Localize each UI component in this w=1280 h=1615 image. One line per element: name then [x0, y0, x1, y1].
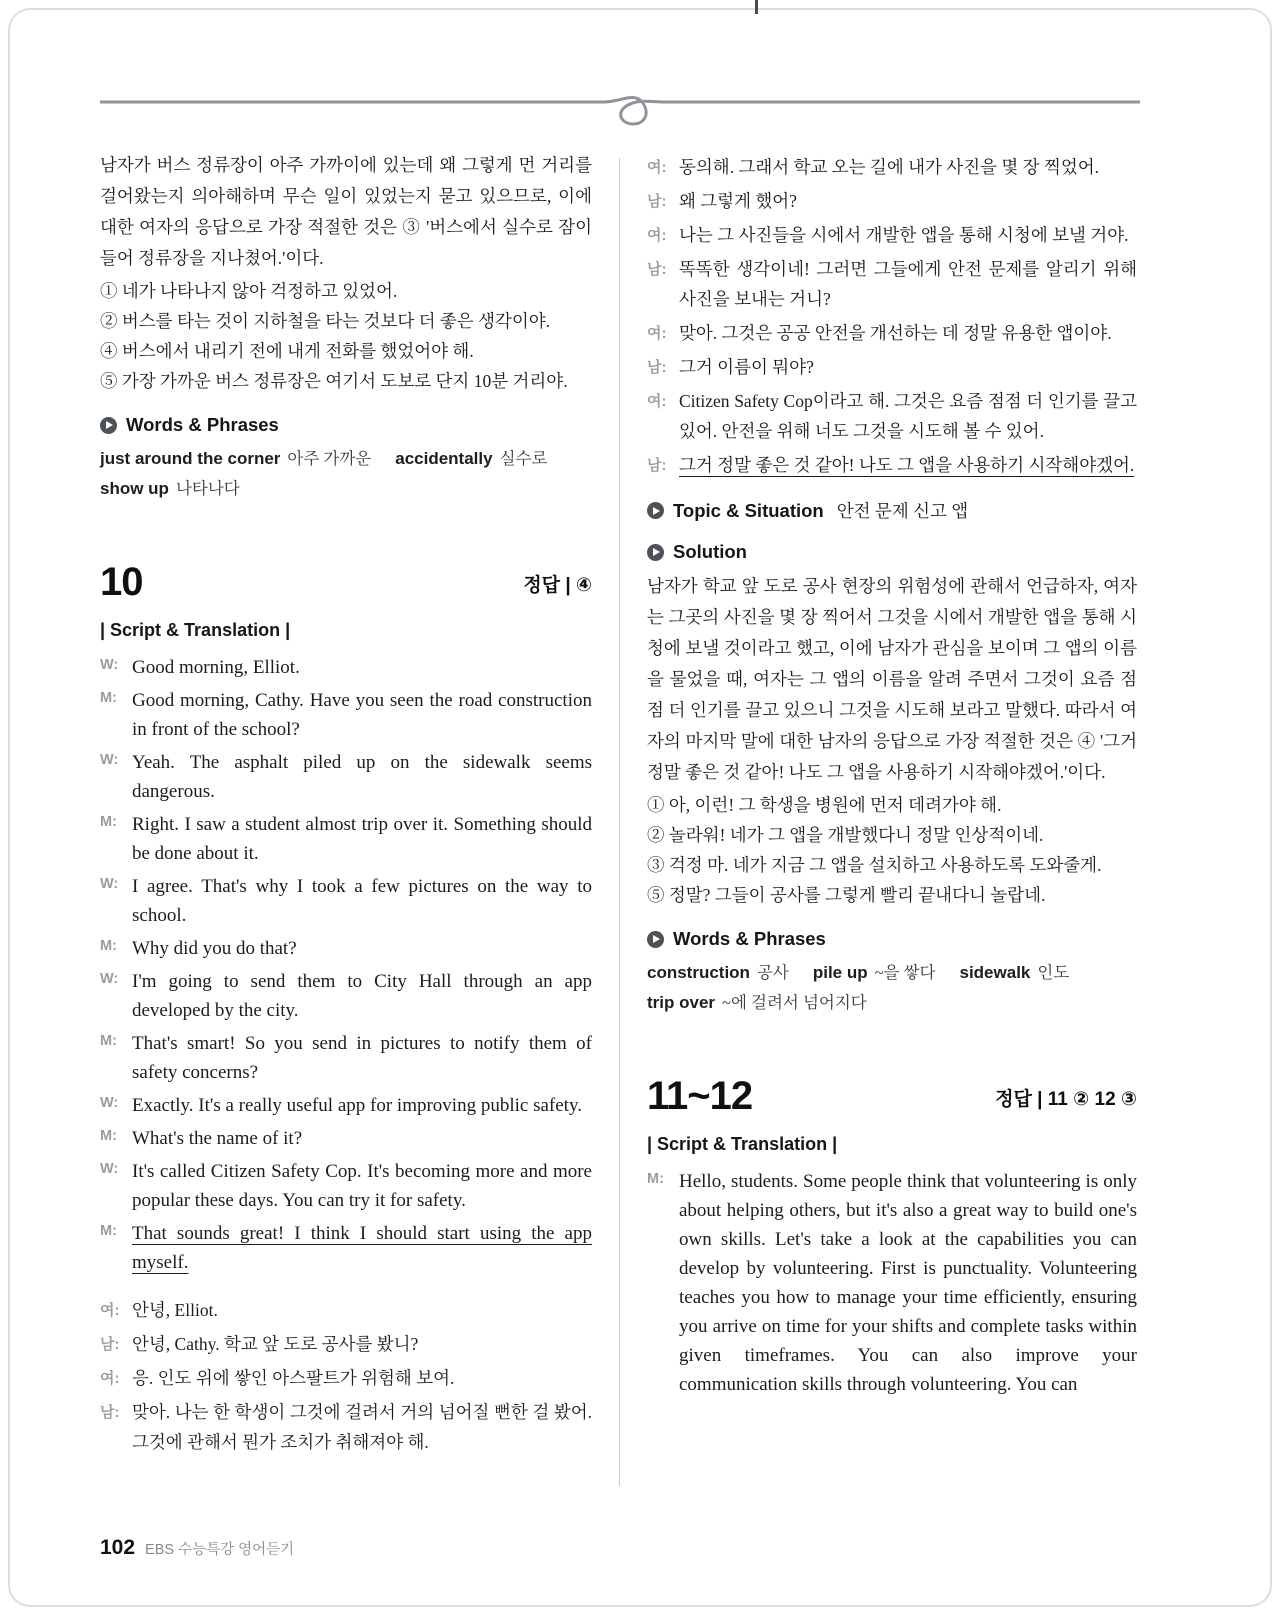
- speaker-label: W:: [100, 876, 119, 892]
- dialogue-line: [100, 1219, 592, 1277]
- dialogue-line: [647, 254, 1137, 314]
- dialogue-line: [100, 810, 592, 868]
- dialogue-line: [100, 748, 592, 806]
- dialogue-korean: [100, 1295, 592, 1457]
- speaker-label: W:: [100, 752, 119, 768]
- speaker-label: 여:: [647, 325, 667, 342]
- dialogue-text: Citizen Safety Cop이라고 해. 그것은 요즘 점점 더 인기를 끌고 있어. 안전을 위해 너도 그것을 시도해 볼 수 있어.: [679, 391, 1137, 441]
- dialogue-text: 왜 그렇게 했어?: [679, 191, 797, 211]
- dialogue-line: [647, 450, 1137, 480]
- dialogue-text: 그거 이름이 뭐야?: [679, 357, 814, 377]
- speaker-label: W:: [100, 1095, 119, 1111]
- word-meaning: 아주 가까운: [287, 449, 372, 468]
- word-term: show up: [100, 479, 169, 498]
- speaker-label: 여:: [647, 159, 667, 176]
- dialogue-text: I agree. That's why I took a few pictures on the way to school.: [132, 876, 592, 926]
- dialogue-line: [647, 386, 1137, 446]
- dialogue-text: Good morning, Cathy. Have you seen the road construction in front of the school?: [132, 690, 592, 740]
- word-term: trip over: [647, 993, 716, 1012]
- speaker-label: W:: [100, 971, 119, 987]
- dialogue-text: Why did you do that?: [132, 938, 297, 959]
- word-meaning: 인도: [1037, 963, 1070, 982]
- page-content: [100, 150, 1138, 1486]
- question-number: 11~12: [647, 1074, 753, 1118]
- word-term: construction: [647, 963, 750, 982]
- word-entry: [813, 958, 936, 988]
- solution-options: [647, 790, 1137, 910]
- dialogue-text: 응. 인도 위에 쌓인 아스팔트가 위험해 보여.: [132, 1368, 455, 1388]
- dialogue-line: [100, 934, 592, 963]
- answer-option: ⑤ 정말? 그들이 공사를 그렇게 빨리 끝내다니 놀랍네.: [647, 885, 1046, 905]
- dialogue-english: [100, 653, 592, 1277]
- play-icon: [100, 417, 117, 434]
- word-term: accidentally: [395, 449, 493, 468]
- dialogue-text: 나는 그 사진들을 시에서 개발한 앱을 통해 시청에 보낼 거야.: [679, 225, 1129, 245]
- script-translation-heading: | Script & Translation |: [100, 620, 291, 640]
- header-ornament-rule: [100, 92, 1140, 140]
- dialogue-line: [100, 1124, 592, 1153]
- dialogue-line: [100, 686, 592, 744]
- speaker-label: W:: [100, 1161, 119, 1177]
- dialogue-line: [647, 152, 1137, 182]
- page-footer: [100, 1536, 294, 1560]
- play-icon: [647, 931, 664, 948]
- play-icon: [647, 502, 664, 519]
- speaker-label: M:: [100, 1223, 117, 1239]
- speaker-label: 여:: [100, 1370, 120, 1387]
- dialogue-line: [100, 1029, 592, 1087]
- question-10-heading: [100, 562, 592, 602]
- speaker-label: 여:: [100, 1302, 120, 1319]
- speaker-label: M:: [100, 814, 117, 830]
- speaker-label: 여:: [647, 227, 667, 244]
- words-phrases-list: [100, 444, 592, 504]
- word-term: pile up: [812, 963, 868, 982]
- dialogue-line: [647, 186, 1137, 216]
- page-number: 102: [100, 1536, 136, 1559]
- answer-option: ⑤ 가장 가까운 버스 정류장은 여기서 도보로 단지 10분 거리야.: [100, 371, 568, 391]
- dialogue-line: [100, 653, 592, 682]
- speaker-label: 남:: [647, 457, 667, 474]
- answer-key: 정답 | ④: [523, 575, 592, 596]
- answer-option: ① 네가 나타나지 않아 걱정하고 있었어.: [100, 281, 398, 301]
- monologue-english: [647, 1167, 1137, 1399]
- dialogue-line: [100, 1397, 592, 1457]
- words-phrases-heading-2: [647, 928, 1137, 950]
- speaker-label: 남:: [647, 261, 667, 278]
- word-entry: [395, 444, 547, 474]
- word-meaning: ~에 걸려서 넘어지다: [722, 993, 867, 1012]
- word-entry: [647, 988, 867, 1018]
- question-number: 10: [100, 560, 143, 604]
- word-meaning: 나타나다: [175, 479, 240, 498]
- left-column: [100, 150, 592, 1461]
- words-phrases-title: Words & Phrases: [673, 928, 826, 949]
- word-meaning: ~을 쌓다: [874, 963, 936, 982]
- answer-option: ③ 걱정 마. 네가 지금 그 앱을 설치하고 사용하도록 도와줄게.: [647, 855, 1102, 875]
- speaker-label: W:: [100, 657, 119, 673]
- word-entry: [647, 958, 789, 988]
- speaker-label: 남:: [100, 1404, 120, 1421]
- answer-key: 정답 | 11 ② 12 ③: [995, 1089, 1137, 1110]
- question-11-12-heading: [647, 1076, 1137, 1116]
- registration-mark: [755, 0, 758, 14]
- play-icon: [647, 544, 664, 561]
- words-phrases-heading: [100, 414, 592, 436]
- dialogue-text: It's called Citizen Safety Cop. It's becoming more and more popular these days. You can try it for safety.: [132, 1161, 592, 1211]
- word-meaning: 실수로: [499, 449, 548, 468]
- dialogue-text: 동의해. 그래서 학교 오는 길에 내가 사진을 몇 장 찍었어.: [679, 157, 1100, 177]
- answer-explanation: 남자가 버스 정류장이 아주 가까이에 있는데 왜 그렇게 먼 거리를 걸어왔는지 의아해하며 무슨 일이 있었는지 묻고 있으므로, 이에 대한 여자의 응답으로 가장 적절한 것은 ③ '버스에서 실수로 잠이 들어 정류장을 지나쳤어.'이다.: [100, 155, 592, 268]
- dialogue-text: That sounds great! I think I should start using the app myself.: [132, 1223, 592, 1273]
- dialogue-text: 맞아. 그것은 공공 안전을 개선하는 데 정말 유용한 앱이야.: [679, 323, 1112, 343]
- dialogue-line: [100, 1363, 592, 1393]
- script-translation-heading: | Script & Translation |: [647, 1134, 838, 1154]
- answer-option: ② 버스를 타는 것이 지하철을 타는 것보다 더 좋은 생각이야.: [100, 311, 551, 331]
- solution-heading: [647, 541, 1137, 563]
- word-entry: [960, 958, 1070, 988]
- speaker-label: 남:: [100, 1336, 120, 1353]
- speaker-label: M:: [100, 690, 117, 706]
- speaker-label: 남:: [647, 193, 667, 210]
- column-divider: [619, 158, 620, 1486]
- dialogue-line: [100, 1091, 592, 1120]
- dialogue-line: [647, 318, 1137, 348]
- speaker-label: M:: [647, 1171, 664, 1187]
- dialogue-text: 맞아. 나는 한 학생이 그것에 걸려서 거의 넘어질 뻔한 걸 봤어. 그것에 관해서 뭔가 조치가 취해져야 해.: [132, 1402, 592, 1452]
- solution-title: Solution: [673, 541, 747, 562]
- word-entry: [100, 444, 371, 474]
- dialogue-line: [647, 352, 1137, 382]
- dialogue-line: [100, 967, 592, 1025]
- speaker-label: M:: [100, 938, 117, 954]
- dialogue-line: [100, 1295, 592, 1325]
- dialogue-line: [647, 1167, 1137, 1399]
- topic-situation-title: Topic & Situation: [673, 499, 824, 521]
- topic-situation-text: 안전 문제 신고 앱: [836, 501, 969, 521]
- dialogue-text: 안녕, Cathy. 학교 앞 도로 공사를 봤니?: [132, 1334, 419, 1354]
- dialogue-line: [647, 220, 1137, 250]
- word-term: sidewalk: [959, 963, 1031, 982]
- dialogue-text: Yeah. The asphalt piled up on the sidewalk seems dangerous.: [132, 752, 592, 802]
- dialogue-text: 안녕, Elliot.: [132, 1300, 218, 1320]
- word-entry: [100, 474, 240, 504]
- speaker-label: 여:: [647, 393, 667, 410]
- dialogue-text: Good morning, Elliot.: [132, 657, 300, 678]
- dialogue-text: I'm going to send them to City Hall through an app developed by the city.: [132, 971, 592, 1021]
- topic-situation-heading: [647, 498, 1137, 523]
- speaker-label: M:: [100, 1128, 117, 1144]
- words-phrases-list-2: [647, 958, 1137, 1018]
- dialogue-line: [100, 872, 592, 930]
- word-meaning: 공사: [756, 963, 789, 982]
- dialogue-line: [100, 1157, 592, 1215]
- dialogue-text: What's the name of it?: [132, 1128, 303, 1149]
- word-term: just around the corner: [100, 449, 281, 468]
- answer-option: ① 아, 이런! 그 학생을 병원에 먼저 데려가야 해.: [647, 795, 1002, 815]
- dialogue-text: 똑똑한 생각이네! 그러면 그들에게 안전 문제를 알리기 위해 사진을 보내는 거니?: [679, 259, 1137, 309]
- dialogue-text: That's smart! So you send in pictures to notify them of safety concerns?: [132, 1033, 592, 1083]
- dialogue-text: Exactly. It's a really useful app for improving public safety.: [132, 1095, 582, 1116]
- right-column: [647, 150, 1137, 1403]
- dialogue-text: Hello, students. Some people think that volunteering is only about helping others, but it's also a great way to build one's own skills. Let's take a look at the capabilities you can develop by volunteering. First is punctuality. Volunteering teaches you how to manage your time efficiently, ensuring you arrive on time for your shifts and complete tasks within given timeframes. You can also improve your communication skills through volunteering. You can: [679, 1171, 1137, 1395]
- speaker-label: M:: [100, 1033, 117, 1049]
- book-title: EBS 수능특강 영어듣기: [145, 1542, 295, 1558]
- dialogue-line: [100, 1329, 592, 1359]
- dialogue-korean-continued: [647, 152, 1137, 480]
- solution-explanation: 남자가 학교 앞 도로 공사 현장의 위험성에 관해서 언급하자, 여자는 그곳의 사진을 몇 장 찍어서 그것을 시에서 개발한 앱을 통해 시청에 보낼 것이라고 했고, 이에 남자가 관심을 보이며 그 앱의 이름을 물었을 때, 여자는 그 앱의 이름을 알려 주면서 그것이 요즘 점점 더 인기를 끌고 있으니 그것을 시도해 보라고 말했다. 따라서 여자의 마지막 말에 대한 남자의 응답으로 가장 적절한 것은 ④ '그거 정말 좋은 것 같아! 나도 그 앱을 사용하기 시작해야겠어.'이다.: [647, 576, 1137, 782]
- answer-option: ② 놀라워! 네가 그 앱을 개발했다니 정말 인상적이네.: [647, 825, 1044, 845]
- dialogue-text: Right. I saw a student almost trip over it. Something should be done about it.: [132, 814, 592, 864]
- answer-options: [100, 276, 592, 396]
- answer-option: ④ 버스에서 내리기 전에 내게 전화를 했었어야 해.: [100, 341, 474, 361]
- dialogue-text: 그거 정말 좋은 것 같아! 나도 그 앱을 사용하기 시작해야겠어.: [679, 455, 1135, 475]
- words-phrases-title: Words & Phrases: [126, 414, 279, 435]
- speaker-label: 남:: [647, 359, 667, 376]
